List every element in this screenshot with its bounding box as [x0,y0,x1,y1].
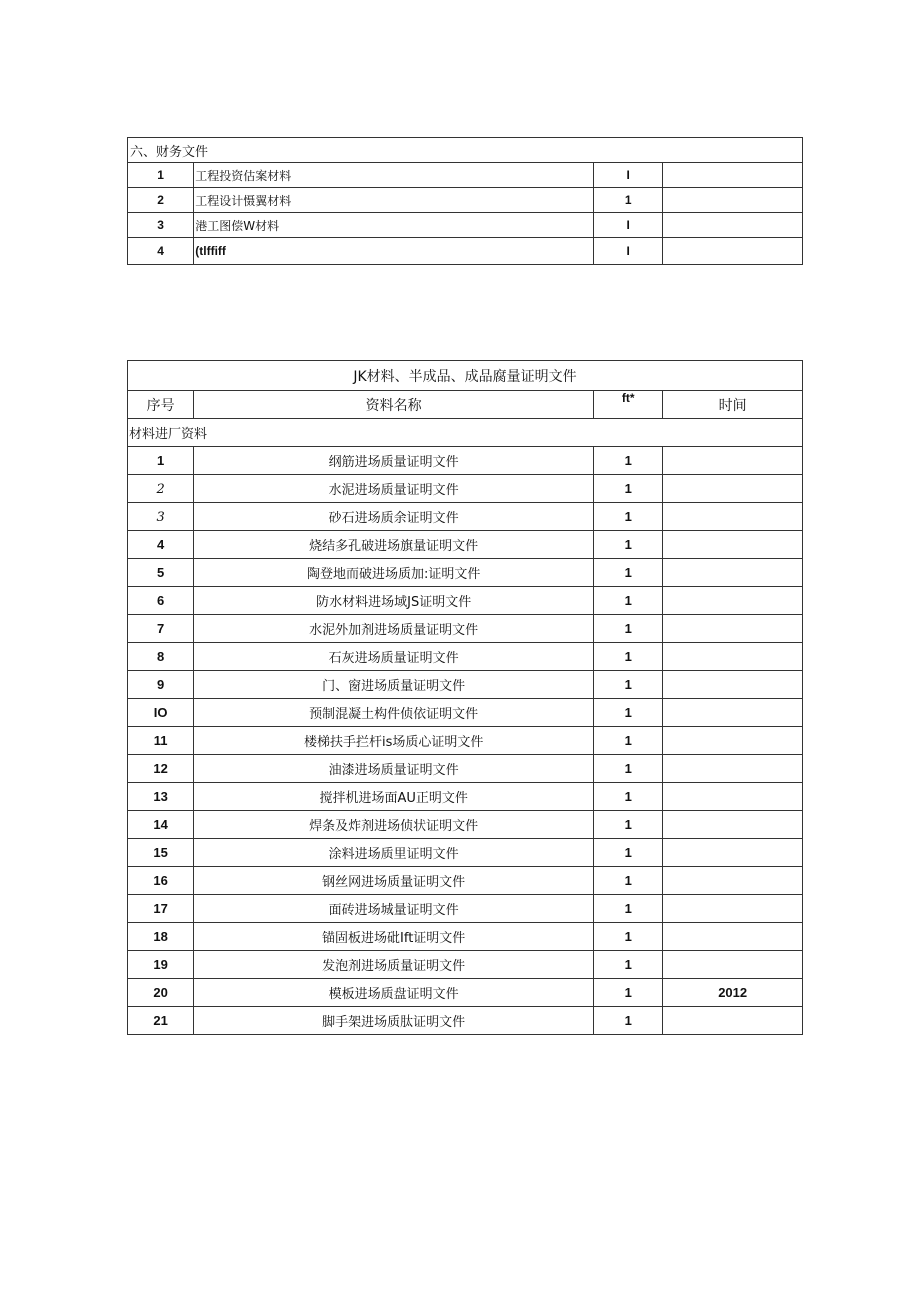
table-row [128,643,803,671]
quantity: 1 [594,811,663,839]
quantity: 1 [594,447,663,475]
document-name: 发泡剂进场质量证明文件 [194,951,594,979]
row-number: 20 [128,979,194,1007]
time-cell [663,699,803,727]
time-cell [663,923,803,951]
table-row [128,951,803,979]
time-cell [663,727,803,755]
document-name: 纲筋进场质量证明文件 [194,447,594,475]
row-number: 17 [128,895,194,923]
table-row [128,587,803,615]
row-number: 15 [128,839,194,867]
document-name: 砂石进场质余证明文件 [194,503,594,531]
time-cell [663,163,803,188]
document-name: 防水材料进场域JS证明文件 [194,587,594,615]
row-number: 4 [128,238,194,265]
document-name: 工程投资估案材料 [194,163,594,188]
quantity: 1 [594,951,663,979]
section-title: 材料进厂资料 [128,419,803,447]
table-row [128,238,803,265]
document-name: (tlffiff [194,238,594,265]
quantity: I [594,213,663,238]
document-name: 烧结多孔破进场旗量证明文件 [194,531,594,559]
row-number: 6 [128,587,194,615]
table-row [128,213,803,238]
row-number: 4 [128,531,194,559]
row-number [128,475,194,503]
time-cell [663,839,803,867]
quantity: 1 [594,867,663,895]
time-cell: 2012 [663,979,803,1007]
time-cell [663,755,803,783]
table-row [128,755,803,783]
table-row [128,979,803,1007]
document-name: 工程设计慑翼材料 [194,188,594,213]
document-name: 面砖进场城量证明文件 [194,895,594,923]
row-number: 9 [128,671,194,699]
row-number: 12 [128,755,194,783]
document-name: 脚手架进场质肽证明文件 [194,1007,594,1035]
quantity: 1 [594,503,663,531]
time-cell [663,951,803,979]
row-number: 3 [128,213,194,238]
time-cell [663,447,803,475]
table-row [128,895,803,923]
table-title: JK材料、半成品、成品腐量证明文件 [128,361,803,391]
section-title: 六、财务文件 [128,138,803,163]
quantity: 1 [594,755,663,783]
table-row [128,923,803,951]
table-row [128,867,803,895]
time-cell [663,643,803,671]
table-row [128,531,803,559]
table-row [128,783,803,811]
document-name: 搅拌机进场面AU正明文件 [194,783,594,811]
quantity: 1 [594,615,663,643]
table-title-row [128,361,803,391]
row-number: 16 [128,867,194,895]
document-name: 门、窗进场质量证明文件 [194,671,594,699]
row-number: IO [128,699,194,727]
row-number: 5 [128,559,194,587]
time-cell [663,531,803,559]
quantity: 1 [594,895,663,923]
document-name: 油漆进场质量证明文件 [194,755,594,783]
row-number: 7 [128,615,194,643]
header-time: 时间 [663,391,803,419]
quantity: 1 [594,559,663,587]
time-cell [663,559,803,587]
time-cell [663,213,803,238]
section-header-row [128,138,803,163]
row-number: 1 [128,163,194,188]
table-row [128,447,803,475]
table-row [128,615,803,643]
time-cell [663,811,803,839]
materials-table [127,360,803,1035]
table-row [128,699,803,727]
row-number: 19 [128,951,194,979]
row-number: 8 [128,643,194,671]
header-no: 序号 [128,391,194,419]
table-row [128,559,803,587]
row-number: 21 [128,1007,194,1035]
quantity: 1 [594,727,663,755]
document-name: 涂料进场质里证明文件 [194,839,594,867]
table-row [128,727,803,755]
time-cell [663,475,803,503]
document-name: 石灰进场质量证明文件 [194,643,594,671]
quantity: 1 [594,923,663,951]
time-cell [663,1007,803,1035]
materials-rows [128,447,803,1035]
header-row [128,391,803,419]
quantity: 1 [594,643,663,671]
time-cell [663,238,803,265]
table-row [128,503,803,531]
time-cell [663,587,803,615]
row-number [128,503,194,531]
document-name: 锚固板进场砒Ift证明文件 [194,923,594,951]
row-number: 11 [128,727,194,755]
time-cell [663,188,803,213]
quantity: 1 [594,671,663,699]
document-name: 预制混凝土构件侦依证明文件 [194,699,594,727]
quantity: I [594,238,663,265]
time-cell [663,895,803,923]
quantity: 1 [594,587,663,615]
row-number: 14 [128,811,194,839]
time-cell [663,783,803,811]
row-number: 18 [128,923,194,951]
table-row [128,163,803,188]
row-number-text: 3 [156,509,165,525]
quantity: 1 [594,783,663,811]
table-row [128,475,803,503]
row-number: 13 [128,783,194,811]
quantity: 1 [594,699,663,727]
header-qty: ft* [594,391,663,419]
time-cell [663,671,803,699]
document-name: 港工图偿W材料 [194,213,594,238]
document-name: 水泥进场质量证明文件 [194,475,594,503]
table-row [128,188,803,213]
quantity: 1 [594,979,663,1007]
section-header-row [128,419,803,447]
table-row [128,811,803,839]
finance-table [127,137,803,265]
document-name: 陶登地而破进场质加:证明文件 [194,559,594,587]
document-name: 模板进场质盘证明文件 [194,979,594,1007]
row-number: 2 [128,188,194,213]
document-name: 钢丝网进场质量证明文件 [194,867,594,895]
table-row [128,1007,803,1035]
document-name: 焊条及炸剂进场侦状证明文件 [194,811,594,839]
row-number-text: 2 [156,481,165,497]
table-row [128,671,803,699]
quantity: 1 [594,188,663,213]
time-cell [663,615,803,643]
time-cell [663,867,803,895]
document-name: 水泥外加剂进场质量证明文件 [194,615,594,643]
time-cell [663,503,803,531]
quantity: 1 [594,839,663,867]
header-name: 资料名称 [194,391,594,419]
document-name: 楼梯扶手拦杆is场质心证明文件 [194,727,594,755]
quantity: I [594,163,663,188]
row-number: 1 [128,447,194,475]
quantity: 1 [594,1007,663,1035]
table-row [128,839,803,867]
quantity: 1 [594,531,663,559]
quantity: 1 [594,475,663,503]
